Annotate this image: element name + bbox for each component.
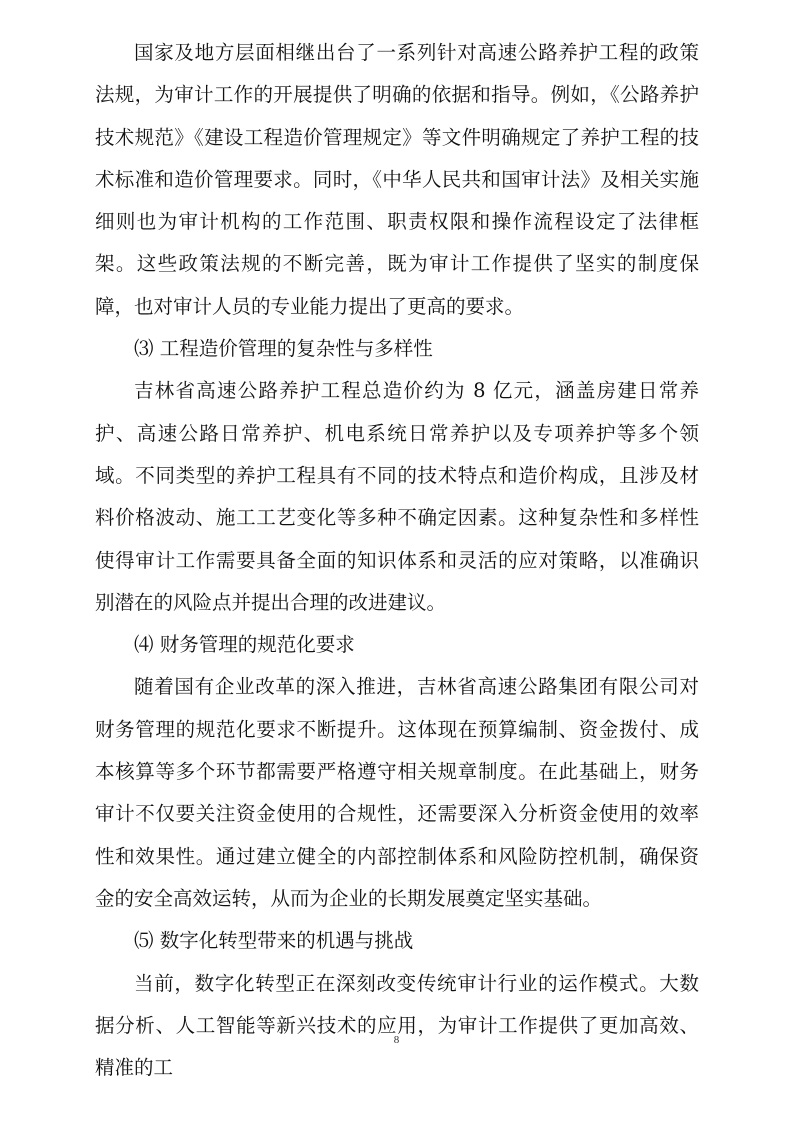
page-number: 8 <box>393 1034 400 1046</box>
paragraph-financial-standardization: 随着国有企业改革的深入推进，吉林省高速公路集团有限公司对财务管理的规范化要求不断提升。这体现在预算编制、资金拨付、成本核算等多个环节都需要严格遵守相关规章制度。在此基础上，财务审计不仅要关注资金使用的合规性，还需要深入分析资金使用的效率性和效果性。通过建立健全的内部控制体系和风险防控机制，确保资金的安全高效运转，从而为企业的长期发展奠定坚实基础。 <box>95 675 699 910</box>
paragraph-digital-transformation: 当前，数字化转型正在深刻改变传统审计行业的运作模式。大数据分析、人工智能等新兴技术的应用，为审计工作提供了更加高效、精准的工 <box>95 971 699 1080</box>
section-heading-digital-transformation: ⑸ 数字化转型带来的机遇与挑战 <box>134 929 414 953</box>
section-heading-cost-complexity: ⑶ 工程造价管理的复杂性与多样性 <box>134 337 433 361</box>
paragraph-cost-complexity: 吉林省高速公路养护工程总造价约为 8 亿元，涵盖房建日常养护、高速公路日常养护、机电系统日常养护以及专项养护等多个领域。不同类型的养护工程具有不同的技术特点和造价构成，且涉及材料价格波动、施工工艺变化等多种不确定因素。这种复杂性和多样性使得审计工作需要具备全面的知识体系和灵活的应对策略，以准确识别潜在的风险点并提出合理的改进建议。 <box>95 379 699 614</box>
paragraph-policy-regulations: 国家及地方层面相继出台了一系列针对高速公路养护工程的政策法规，为审计工作的开展提供了明确的依据和指导。例如，《公路养护技术规范》《建设工程造价管理规定》等文件明确规定了养护工程的技术标准和造价管理要求。同时，《中华人民共和国审计法》及相关实施细则也为审计机构的工作范围、职责权限和操作流程设定了法律框架。这些政策法规的不断完善，既为审计工作提供了坚实的制度保障，也对审计人员的专业能力提出了更高的要求。 <box>95 41 699 318</box>
document-body <box>95 32 699 1089</box>
section-heading-financial-standardization: ⑷ 财务管理的规范化要求 <box>134 633 355 657</box>
